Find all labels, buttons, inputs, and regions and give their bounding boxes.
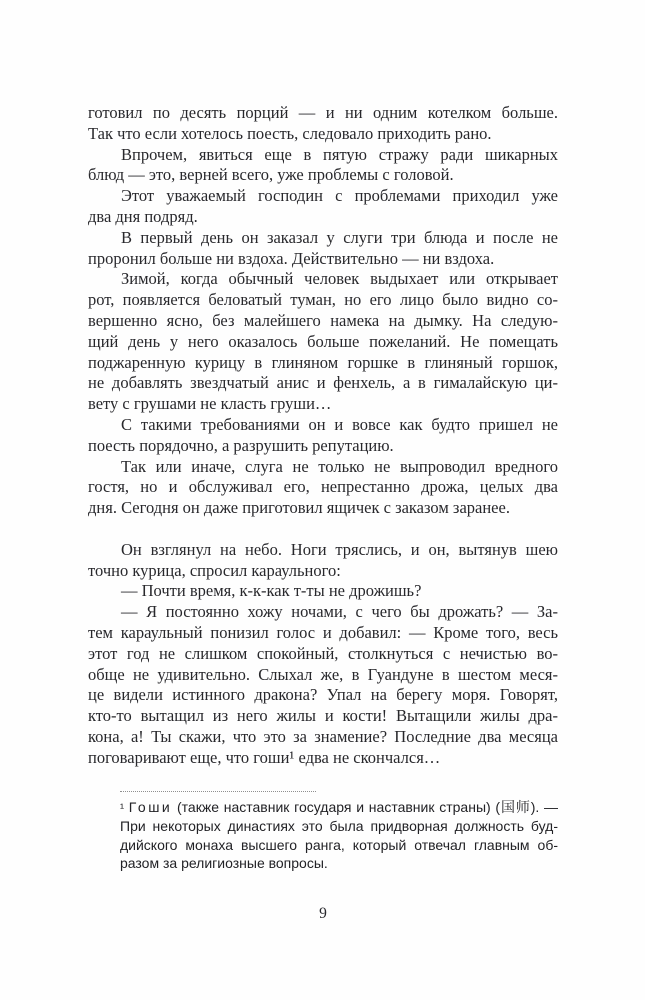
paragraph (88, 186, 558, 228)
footnote-line: дийского монаха высшего ранга, который отвечал главным об- (120, 836, 558, 853)
paragraph (88, 145, 558, 187)
paragraph (88, 415, 558, 457)
footnote-term: Гоши (128, 799, 173, 815)
text-line: поджаренную курицу в глиняном горшке в глиняный горшок, (88, 352, 558, 372)
text-line: дня. Сегодня он даже приготовил ящичек с заказом заранее. (88, 498, 510, 518)
text-line: готовил по десять порций — и ни одним котелком больше. (88, 103, 558, 122)
text-line: вету с грушами не класть груши… (88, 394, 332, 414)
body-text (88, 103, 558, 769)
footnote-lines (120, 817, 558, 872)
footnote-separator (120, 791, 316, 792)
text-line: — Почти время, к-к-как т-ты не дрожишь? (121, 581, 422, 601)
footnote-first-line (120, 798, 558, 817)
text-line: Он взглянул на небо. Ноги тряслись, и он, вытянув шею (121, 539, 558, 559)
text-line: тем караульный понизил голос и добавил: — Кроме того, весь (88, 622, 558, 642)
text-line: этот год не слишком спокойный, столкнуться с нечистью во- (88, 643, 558, 663)
text-line: — Я постоянно хожу ночами, с чего бы дрожать? — За- (121, 602, 558, 622)
text-line: гостя, но и обслуживал его, непрестанно дрожа, целых два (88, 477, 558, 497)
text-line: не добавлять звездчатый анис и фенхель, а в гималайскую ци- (88, 373, 558, 393)
text-line: Так что если хотелось поесть, следовало приходить рано. (88, 123, 492, 143)
text-line: Этот уважаемый господин с проблемами приходил уже (121, 186, 558, 206)
paragraph (88, 269, 558, 415)
text-line: поесть порядочно, а разрушить репутацию. (88, 435, 394, 455)
footnote-marker: ¹ (120, 801, 124, 815)
paragraph (88, 581, 558, 602)
text-line: це видели истинного дракона? Упал на берегу моря. Говорят, (88, 685, 558, 705)
text-line: рот, появляется беловатый туман, но его лицо было видно со- (88, 290, 558, 310)
text-line: блюд — это, верней всего, уже проблемы с головой. (88, 165, 454, 185)
text-line: обще не удивительно. Слыхал же, в Гуандуне в шестом меся- (88, 664, 558, 684)
footnote-line: разом за религиозные вопросы. (120, 855, 328, 872)
text-line: поговаривают еще, что гоши¹ едва не скончался… (88, 747, 441, 767)
paragraph (88, 540, 558, 582)
text-line: щий день у него оказалось больше пожеланий. Не помещать (88, 331, 558, 351)
paragraph (88, 457, 558, 519)
paragraph (88, 103, 558, 145)
text-line: кона, а! Ты скажи, что это за знамение? Последние два месяца (88, 726, 558, 746)
text-line: два дня подряд. (88, 206, 198, 226)
text-line: В первый день он заказал у слуги три блюда и после не (121, 227, 558, 247)
text-line: Так или иначе, слуга не только не выпроводил вредного (121, 456, 558, 476)
text-line: Зимой, когда обычный человек выдыхает или открывает (121, 269, 558, 289)
paragraph (88, 602, 558, 768)
text-line: проронил больше ни вздоха. Действительно — ни вздоха. (88, 248, 495, 268)
paragraph (88, 228, 558, 270)
text-line: С такими требованиями он и вовсе как будто пришел не (121, 414, 558, 434)
text-line: точно курица, спросил караульного: (88, 560, 341, 580)
text-line: Впрочем, явиться еще в пятую стражу ради шикарных (121, 144, 558, 164)
text-line: кто-то вытащил из него жилы и кости! Вытащили жилы дра- (88, 706, 558, 726)
footnote (120, 791, 558, 873)
footnote-first-line-text: (также наставник государя и наставник страны) (国师). — (177, 799, 559, 815)
footnote-line: При некоторых династиях это была придворная должность буд- (120, 818, 558, 835)
page-number: 9 (319, 905, 327, 922)
text-line: вершенно ясно, без малейшего намека на дымку. На следую- (88, 310, 558, 330)
